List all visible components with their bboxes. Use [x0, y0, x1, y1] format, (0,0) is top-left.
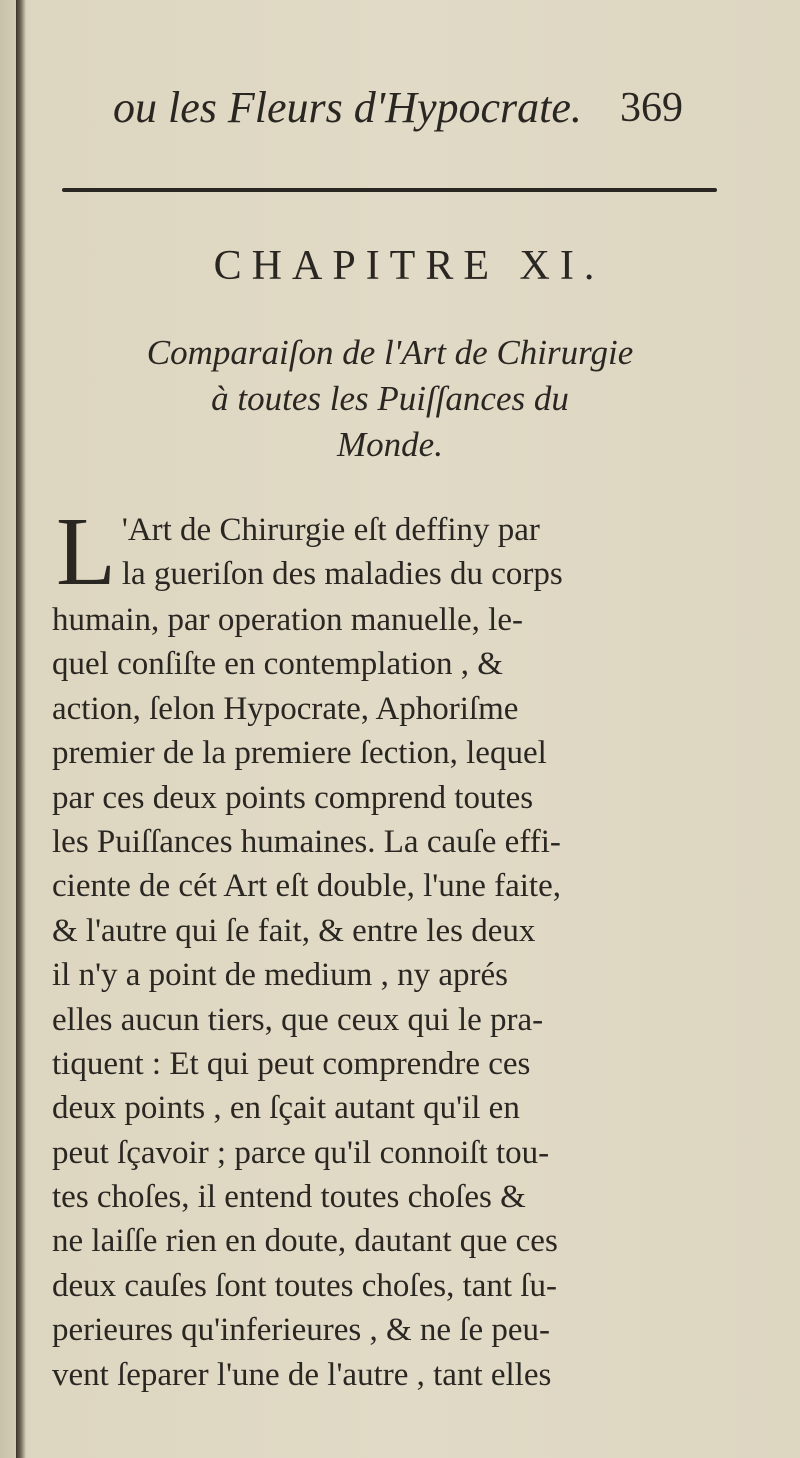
subtitle-line: à toutes les Puiſſances du: [211, 379, 569, 418]
text-line: peut ſçavoir ; parce qu'il connoiſt tou-: [52, 1134, 550, 1171]
header-rule: [62, 188, 717, 192]
text-line: humain, par operation manuelle, le-: [52, 602, 523, 638]
chapter-subtitle: [70, 330, 710, 468]
subtitle-line: Comparaiſon de l'Art de Chirurgie: [146, 333, 634, 372]
page-gutter: [16, 0, 26, 1458]
text-line: les Puiſſances humaines. La cauſe effi-: [52, 823, 561, 860]
text-line: la gueriſon des maladies du corps: [121, 556, 563, 593]
text-line: tes choſes, il entend toutes choſes &: [52, 1179, 526, 1216]
text-line: tiquent : Et qui peut comprendre ces: [52, 1045, 531, 1082]
text-line: vent ſeparer l'une de l'autre , tant elles: [52, 1356, 552, 1393]
chapter-body: [52, 498, 722, 1397]
text-line: par ces deux points comprend toutes: [52, 779, 534, 816]
text-line: perieures qu'inferieures , & ne ſe peu-: [52, 1312, 550, 1349]
text-line: deux points , en ſçait autant qu'il en: [52, 1090, 520, 1127]
text-line: elles aucun tiers, que ceux qui le pra-: [52, 1001, 544, 1038]
drop-cap: L: [56, 498, 116, 606]
running-title: ou les Fleurs d'Hypocrate.: [113, 83, 582, 132]
subtitle-line: Monde.: [337, 425, 443, 464]
text-line: ciente de cét Art eſt double, l'une faite,: [52, 868, 561, 905]
text-line: 'Art de Chirurgie eſt deffiny par: [121, 512, 540, 548]
text-line: quel conſiſte en contemplation , &: [52, 646, 503, 683]
page-header: [0, 78, 800, 148]
text-line: action, ſelon Hypocrate, Aphoriſme: [52, 690, 519, 727]
page-number: 369: [620, 85, 683, 131]
chapter-title: CHAPITRE XI.: [213, 243, 605, 289]
text-line: il n'y a point de medium , ny aprés: [52, 957, 508, 994]
text-line: & l'autre qui ſe fait, & entre les deux: [52, 912, 536, 949]
text-line: deux cauſes ſont toutes choſes, tant ſu-: [52, 1267, 557, 1304]
text-line: ne laiſſe rien en doute, dautant que ces: [52, 1223, 558, 1260]
text-line: premier de la premiere ſection, lequel: [52, 735, 547, 772]
